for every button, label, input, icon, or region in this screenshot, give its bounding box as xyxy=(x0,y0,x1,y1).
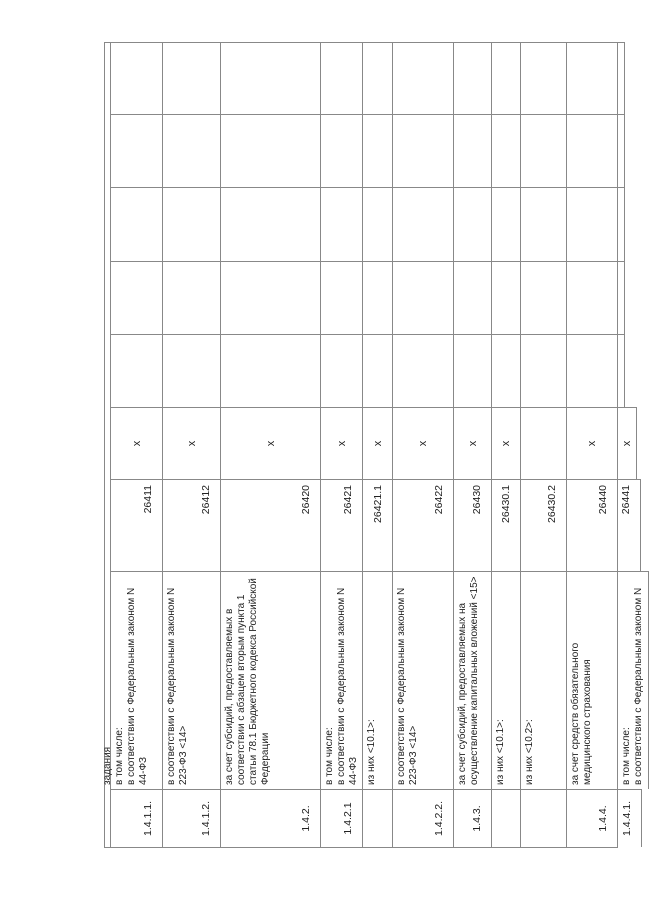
empty-cell xyxy=(618,334,625,407)
empty-cell xyxy=(618,42,625,114)
row-mark: x xyxy=(221,407,321,479)
empty-cell xyxy=(363,334,393,407)
empty-cell xyxy=(111,261,163,334)
row-name-line: в том числе: xyxy=(114,727,125,785)
row-name-line: в том числе: xyxy=(324,727,335,785)
empty-cell xyxy=(111,187,163,261)
row-number xyxy=(492,789,521,847)
row-number: 1.4.2.1 xyxy=(321,789,363,847)
row-code: 26430.2 xyxy=(521,479,567,571)
empty-cell xyxy=(321,114,363,187)
row-code: 26430.1 xyxy=(492,479,521,571)
row-code: 26422 xyxy=(393,479,454,571)
empty-cell xyxy=(492,114,521,187)
empty-cell xyxy=(454,334,492,407)
row-mark: x xyxy=(618,407,637,479)
empty-cell xyxy=(618,261,625,334)
row-code: 26430 xyxy=(454,479,492,571)
empty-cell xyxy=(393,187,454,261)
empty-cell xyxy=(454,261,492,334)
row-mark: x xyxy=(321,407,363,479)
empty-cell xyxy=(618,187,625,261)
row-name-line: в соответствии с Федеральным законом N 44-ФЗ xyxy=(336,587,359,785)
row-code: 26420 xyxy=(221,479,321,571)
document-table xyxy=(102,42,644,848)
empty-cell xyxy=(393,334,454,407)
row-name-line: из них <10.2>: xyxy=(524,719,535,785)
empty-cell xyxy=(111,114,163,187)
row-name-line: в соответствии с Федеральным законом N xyxy=(633,587,644,785)
row-name xyxy=(618,571,649,789)
row-mark: x xyxy=(363,407,393,479)
row-mark: x xyxy=(393,407,454,479)
row-name xyxy=(363,571,393,789)
empty-cell xyxy=(363,42,393,114)
row-number: 1.4.1.2. xyxy=(163,789,221,847)
row-name xyxy=(492,571,521,789)
row-code: 26412 xyxy=(163,479,221,571)
row-number: 1.4.4. xyxy=(567,789,618,847)
row-number xyxy=(521,789,567,847)
row-name xyxy=(221,571,321,789)
empty-cell xyxy=(363,187,393,261)
row-mark: x xyxy=(163,407,221,479)
empty-cell xyxy=(111,42,163,114)
empty-cell xyxy=(321,261,363,334)
row-code: 26440 xyxy=(567,479,618,571)
empty-cell xyxy=(163,261,221,334)
empty-cell xyxy=(454,187,492,261)
empty-cell xyxy=(454,114,492,187)
empty-cell xyxy=(521,42,567,114)
row-mark: x xyxy=(567,407,618,479)
row-name-line: за счет средств обязательного медицинского страхования xyxy=(570,642,593,785)
empty-cell xyxy=(567,334,618,407)
row-name xyxy=(521,571,567,789)
row-mark: x xyxy=(454,407,492,479)
empty-cell xyxy=(163,42,221,114)
empty-cell xyxy=(363,114,393,187)
row-mark: x xyxy=(492,407,521,479)
row-name-line: в том числе: xyxy=(621,727,632,785)
empty-cell xyxy=(111,334,163,407)
row-name xyxy=(393,571,454,789)
row-code: 26441 xyxy=(618,479,641,571)
row-code: 26411 xyxy=(111,479,163,571)
empty-cell xyxy=(521,261,567,334)
empty-cell xyxy=(221,261,321,334)
row-name-line: из них <10.1>: xyxy=(495,719,506,785)
row-number: 1.4.1.1. xyxy=(111,789,163,847)
row-name xyxy=(321,571,363,789)
empty-cell xyxy=(492,42,521,114)
empty-cell xyxy=(321,334,363,407)
row-name xyxy=(454,571,492,789)
empty-cell xyxy=(163,334,221,407)
row-name-line: за счет субсидий, предоставляемых в соответствии с абзацем вторым пункта 1 статьи 78.1 Бюджетного кодекса Российской Федерации xyxy=(224,578,271,785)
row-mark: x xyxy=(111,407,163,479)
empty-cell xyxy=(221,334,321,407)
row-number xyxy=(363,789,393,847)
empty-cell xyxy=(221,187,321,261)
row-number: 1.4.2. xyxy=(221,789,321,847)
empty-cell xyxy=(567,261,618,334)
row-name xyxy=(567,571,618,789)
empty-cell xyxy=(221,114,321,187)
empty-cell xyxy=(521,114,567,187)
row-mark xyxy=(521,407,567,479)
empty-cell xyxy=(618,114,625,187)
row-name-line: из них <10.1>: xyxy=(366,719,377,785)
empty-cell xyxy=(454,42,492,114)
empty-cell xyxy=(221,42,321,114)
empty-cell xyxy=(163,114,221,187)
empty-cell xyxy=(492,261,521,334)
empty-cell xyxy=(567,187,618,261)
empty-cell xyxy=(163,187,221,261)
row-name-line: в соответствии с Федеральным законом N 223-ФЗ <14> xyxy=(396,587,419,785)
empty-cell xyxy=(492,334,521,407)
empty-cell xyxy=(321,42,363,114)
row-name xyxy=(163,571,221,789)
empty-cell xyxy=(363,261,393,334)
empty-cell xyxy=(393,261,454,334)
row-name-line: в соответствии с Федеральным законом N 223-ФЗ <14> xyxy=(166,587,189,785)
empty-cell xyxy=(521,334,567,407)
row-code: 26421.1 xyxy=(363,479,393,571)
empty-cell xyxy=(521,187,567,261)
empty-cell xyxy=(321,187,363,261)
row-name xyxy=(111,571,163,789)
empty-cell xyxy=(393,114,454,187)
header-label: задания xyxy=(102,746,113,785)
row-number: 1.4.2.2. xyxy=(393,789,454,847)
row-name-line: в соответствии с Федеральным законом N 44-ФЗ xyxy=(126,587,149,785)
empty-cell xyxy=(492,187,521,261)
row-number: 1.4.3. xyxy=(454,789,492,847)
row-code: 26421 xyxy=(321,479,363,571)
empty-cell xyxy=(567,114,618,187)
row-name-line: за счет субсидий, предоставляемых на осуществление капитальных вложений <15> xyxy=(457,576,480,785)
empty-cell xyxy=(567,42,618,114)
row-number: 1.4.4.1. xyxy=(618,789,642,847)
empty-cell xyxy=(393,42,454,114)
